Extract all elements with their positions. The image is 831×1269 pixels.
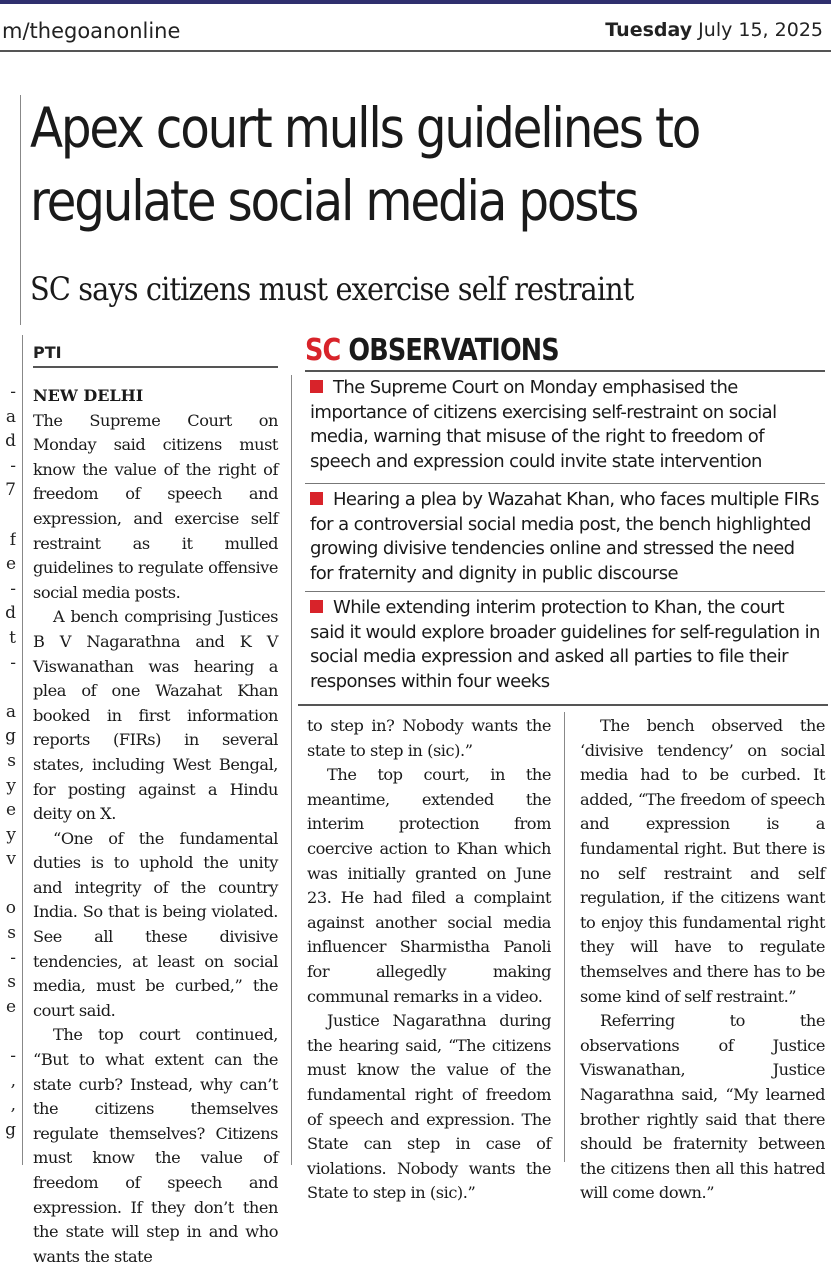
article-column-2 <box>307 714 551 1206</box>
observations-rule <box>305 370 825 372</box>
article-column-3 <box>580 714 825 1206</box>
fragment-line: y <box>6 775 16 796</box>
adjacent-column-fragment <box>0 380 16 1160</box>
column-divider <box>564 712 565 1162</box>
fragment-line <box>0 675 16 700</box>
fragment-line: e <box>5 800 16 821</box>
fragment-line: 7 <box>5 480 16 501</box>
paragraph: The Supreme Court on Monday said citizens must know the value of the right of freedom of speech and expression, and exercise self restraint as it mulled guidelines to regulate offensive social media posts. <box>33 410 278 602</box>
fragment-line: - <box>10 455 16 476</box>
issue-weekday: Tuesday <box>605 19 693 41</box>
observations-box-bottom-rule <box>298 704 828 706</box>
fragment-line: t <box>9 627 16 648</box>
observation-text: The Supreme Court on Monday emphasised the importance of citizens exercising self-restraint on social media, warning that misuse of the right to freedom of speech and expression could invite state intervention <box>310 377 777 472</box>
fragment-line: g <box>5 726 16 747</box>
paragraph: Justice Nagarathna during the hearing said, “The citizens must know the value of the fundamental right of freedom of speech and expression. The State can step in case of violations. Nobody wants the State to step in (sic).” <box>307 1011 551 1203</box>
fragment-line <box>0 872 16 897</box>
paragraph: “One of the fundamental duties is to uphold the unity and integrity of the country India. So that is being violated. See all these divisive tendencies, at least on social media, must be curbed,” the court said. <box>33 828 278 1020</box>
header-rule <box>0 50 831 52</box>
bullet-square-icon <box>310 492 323 505</box>
byline: PTI <box>33 343 62 362</box>
column-divider-left <box>22 335 23 1165</box>
fragment-line: e <box>5 554 16 575</box>
top-color-bar <box>0 0 831 4</box>
fragment-line: s <box>7 750 16 771</box>
fragment-line: d <box>5 431 16 452</box>
fragment-line: g <box>5 1119 16 1140</box>
issue-date-text: July 15, 2025 <box>698 19 823 41</box>
page-header <box>0 10 831 46</box>
fragment-line: f <box>9 529 16 550</box>
paragraph: to step in? Nobody wants the state to step in (sic).” <box>307 716 551 760</box>
observation-text: Hearing a plea by Wazahat Khan, who faces multiple FIRs for a controversial social media post, the bench highlighted growing divisive tendencies online and stressed the need for fraternity and dignity in public discourse <box>310 489 819 584</box>
fragment-line: a <box>5 701 16 722</box>
headline: Apex court mulls guidelines to regulate social media posts <box>30 96 700 233</box>
fragment-line: , <box>10 1070 16 1091</box>
fragment-line: - <box>10 578 16 599</box>
article-column-1 <box>33 384 278 1269</box>
observation-divider <box>305 483 825 484</box>
column-divider-top <box>20 95 21 325</box>
fragment-line: d <box>5 603 16 624</box>
observations-title-sc: SC <box>305 333 341 368</box>
column-divider <box>291 375 292 1165</box>
observation-item <box>310 596 822 694</box>
fragment-line: - <box>10 382 16 402</box>
paragraph: The bench observed the ‘divisive tendency’ on social media had to be curbed. It added, “The freedom of speech and expression is a fundamental right. But there is no self restraint and self regulation, if the citizens want to enjoy this fundamental right they will have to regulate themselves and there has to be some kind of self restraint.” <box>580 716 825 1006</box>
paragraph: The top court continued, “But to what extent can the state curb? Instead, why can’t the citizens themselves regulate themselves? Citizens must know the value of freedom of speech and expression. If they don’t then the state will step in and who wants the state <box>33 1025 278 1266</box>
dateline: NEW DELHI <box>33 386 144 405</box>
fragment-line: - <box>10 1046 16 1067</box>
observation-item <box>310 488 822 586</box>
fragment-line <box>0 1019 16 1044</box>
fragment-line: e <box>5 996 16 1017</box>
fragment-line: , <box>10 1095 16 1116</box>
observations-title <box>305 333 559 368</box>
fragment-line: a <box>5 406 16 427</box>
bullet-square-icon <box>310 600 323 613</box>
fragment-line: o <box>5 898 16 919</box>
fragment-line: s <box>7 923 16 944</box>
bullet-square-icon <box>310 380 323 393</box>
observation-text: While extending interim protection to Khan, the court said it would explore broader guidelines for self-regulation in social media expression and asked all parties to file their responses within four weeks <box>310 597 820 692</box>
fragment-line <box>0 503 16 528</box>
fragment-line: s <box>7 972 16 993</box>
subheadline: SC says citizens must exercise self restraint <box>30 270 634 308</box>
observation-item <box>310 376 822 474</box>
paragraph: Referring to the observations of Justice Viswanathan, Justice Nagarathna said, “My learned brother rightly said that there should be fraternity between the citizens then all this hatred will come down.” <box>580 1011 825 1203</box>
paragraph: The top court, in the meantime, extended the interim protection from coercive action to Khan which was initially granted on June 23. He had filed a complaint against another social media influencer Sharmistha Panoli for allegedly making communal remarks in a video. <box>307 765 551 1006</box>
social-handle: m/thegoanonline <box>2 19 181 43</box>
fragment-line: y <box>6 824 16 845</box>
byline-rule <box>33 366 278 368</box>
observation-divider <box>305 591 825 592</box>
issue-date <box>605 19 823 41</box>
fragment-line: v <box>6 849 16 870</box>
observations-title-rest: OBSERVATIONS <box>348 333 559 368</box>
fragment-line: - <box>10 652 16 673</box>
paragraph: A bench comprising Justices B V Nagarathna and K V Viswanathan was hearing a plea of one Wazahat Khan booked in first information reports (FIRs) in several states, including West Bengal, for posting against a Hindu deity on X. <box>33 607 278 824</box>
fragment-line: - <box>10 947 16 968</box>
